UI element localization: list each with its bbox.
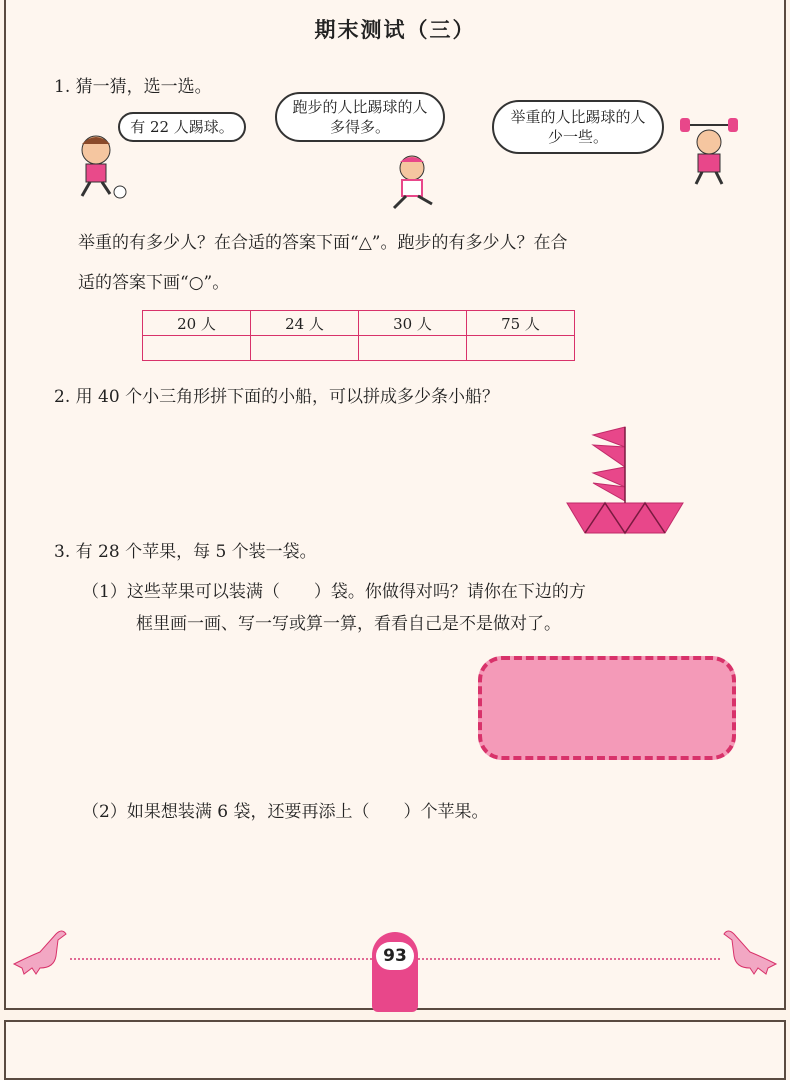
answer-table: [142, 310, 575, 361]
answer-cell[interactable]: [251, 336, 359, 361]
question-3-part-1-line-2: 框里画一画、写一写或算一算，看看自己是不是做对了。: [136, 614, 561, 634]
question-1-prompt: 1. 猜一猜，选一选。: [54, 77, 212, 97]
triangle-boat-icon: [565, 425, 685, 537]
football-kid-icon: [70, 132, 130, 200]
option-cell: 24 人: [251, 311, 359, 336]
option-cell: 20 人: [143, 311, 251, 336]
question-3-prompt: 3. 有 28 个苹果，每 5 个装一袋。: [54, 542, 317, 562]
speech-bubble-weightlifting: 举重的人比踢球的人少一些。: [492, 100, 664, 154]
running-kid-icon: [386, 152, 442, 212]
answer-cell[interactable]: [359, 336, 467, 361]
speech-bubble-football: 有 22 人踢球。: [118, 112, 246, 142]
answer-table-answer-row: [143, 336, 575, 361]
question-3-part-1-line-1: （1）这些苹果可以装满（ ）袋。你做得对吗？请你在下边的方: [82, 582, 586, 602]
weightlifting-kid-icon: [678, 114, 740, 186]
speech-bubble-running: 跑步的人比踢球的人多得多。: [275, 92, 445, 142]
answer-cell[interactable]: [143, 336, 251, 361]
dinosaur-right-icon: [714, 926, 780, 976]
page-number: 93: [376, 942, 414, 970]
answer-cell[interactable]: [467, 336, 575, 361]
question-3-part-2: （2）如果想装满 6 袋，还要再添上（ ）个苹果。: [82, 802, 489, 822]
option-cell: 75 人: [467, 311, 575, 336]
next-page-edge: [4, 1020, 786, 1080]
dinosaur-left-icon: [10, 926, 76, 976]
answer-table-header-row: [143, 311, 575, 336]
question-1-instruction-line-2: 适的答案下画“○”。: [78, 273, 230, 293]
option-cell: 30 人: [359, 311, 467, 336]
question-1-instruction-line-1: 举重的有多少人？在合适的答案下面“△”。跑步的有多少人？在合: [78, 233, 568, 253]
page-title: 期末测试（三）: [314, 18, 476, 42]
page-number-badge: [372, 932, 418, 1012]
working-area-box[interactable]: [478, 656, 736, 760]
question-2-prompt: 2. 用 40 个小三角形拼下面的小船，可以拼成多少条小船？: [54, 387, 500, 407]
